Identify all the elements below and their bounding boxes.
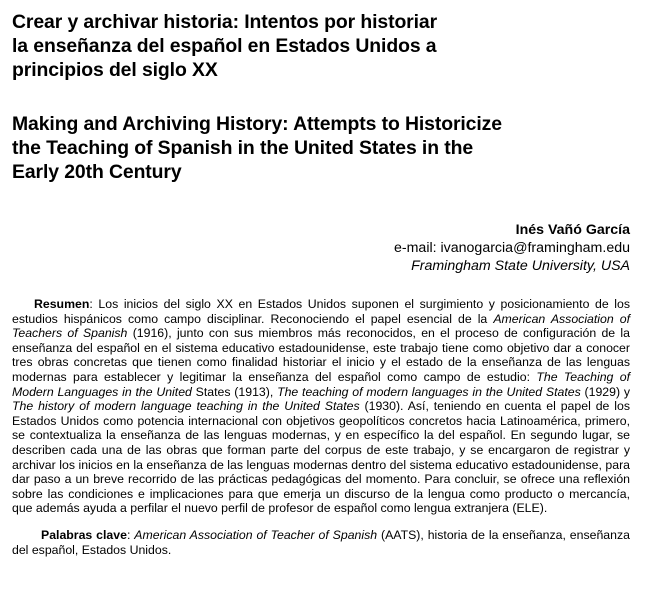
abstract-text: (1916), junto con sus miembros más reconocidos, en el proceso de configuración de la enseñanza del español en el sistema educativo estadounidense, este trabajo tiene como objetivo dar a conocer tres obras concretas que tienen como finalidad historiar el inicio y el estado de la enseñanza de las lenguas modernas para establecer y legitimar la enseñanza del español como campo de estudio: [12, 326, 630, 384]
abstract-label: Resumen [34, 297, 90, 311]
abstract-text: States (1913), [191, 384, 278, 399]
abstract [12, 297, 630, 516]
title-english-line: Early 20th Century [12, 161, 182, 183]
author-block [12, 221, 630, 275]
abstract-text: (1929) y [580, 384, 631, 399]
abstract-text: (1930). Así, teniendo en cuenta el papel de los Estados Unidos como potencia internacional con objetivos geopolíticos concretos hacia Latinoamérica, primero, se contextualiza la enseñanza de las lenguas modernas, y en específico la del español. En segundo lugar, se describen cada una de las obras que forman parte del corpus de este trabajo, y se encargaron de registrar y archivar los inicios en la enseñanza de las lenguas modernas dentro del sistema educativo estadounidense, para dar paso a un breve recorrido de las prácticas pedagógicas del momento. Para concluir, se ofrece una reflexión sobre las condiciones e implicaciones para que emerja un discurso de la lengua como producto o mercancía, que además ayuda a perfilar el nuevo perfil de profesor de español como lengua extranjera (ELE). [12, 399, 630, 516]
title-spanish-line: Crear y archivar historia: Intentos por historiar [12, 11, 438, 33]
abstract-italic: The history of modern language teaching in the United States [12, 399, 360, 414]
title-english [12, 112, 630, 184]
abstract-separator: : [89, 297, 99, 311]
title-english-line: Making and Archiving History: Attempts to Historicize [12, 113, 502, 135]
author-affiliation: Framingham State University, USA [411, 258, 630, 274]
title-spanish-line: principios del siglo XX [12, 59, 218, 81]
abstract-italic: American Association of Teachers of Spanish [12, 311, 630, 341]
keywords [12, 528, 630, 557]
title-english-line: the Teaching of Spanish in the United States in the [12, 137, 474, 159]
title-spanish [12, 10, 630, 82]
paper-front-matter [12, 10, 630, 570]
keywords-label: Palabras clave [41, 528, 127, 543]
keywords-separator: : [126, 528, 135, 543]
abstract-italic: The Teaching of Modern Languages in the United [12, 369, 630, 399]
abstract-text: Los inicios del siglo XX en Estados Unidos suponen el surgimiento y posicionamiento de los estudios hispánicos como campo disciplinar. Reconociendo el papel esencial de la [12, 297, 631, 326]
author-name: Inés Vañó García [515, 222, 630, 238]
keywords-text: (AATS), historia de la enseñanza, enseñanza del español, Estados Unidos. [12, 528, 630, 557]
keywords-italic: American Association of Teacher of Spanish [134, 528, 378, 543]
author-email: e-mail: ivanogarcia@framingham.edu [394, 240, 630, 256]
abstract-italic: The teaching of modern languages in the United States [277, 384, 581, 399]
title-spanish-line: la enseñanza del español en Estados Unidos a [12, 35, 437, 57]
